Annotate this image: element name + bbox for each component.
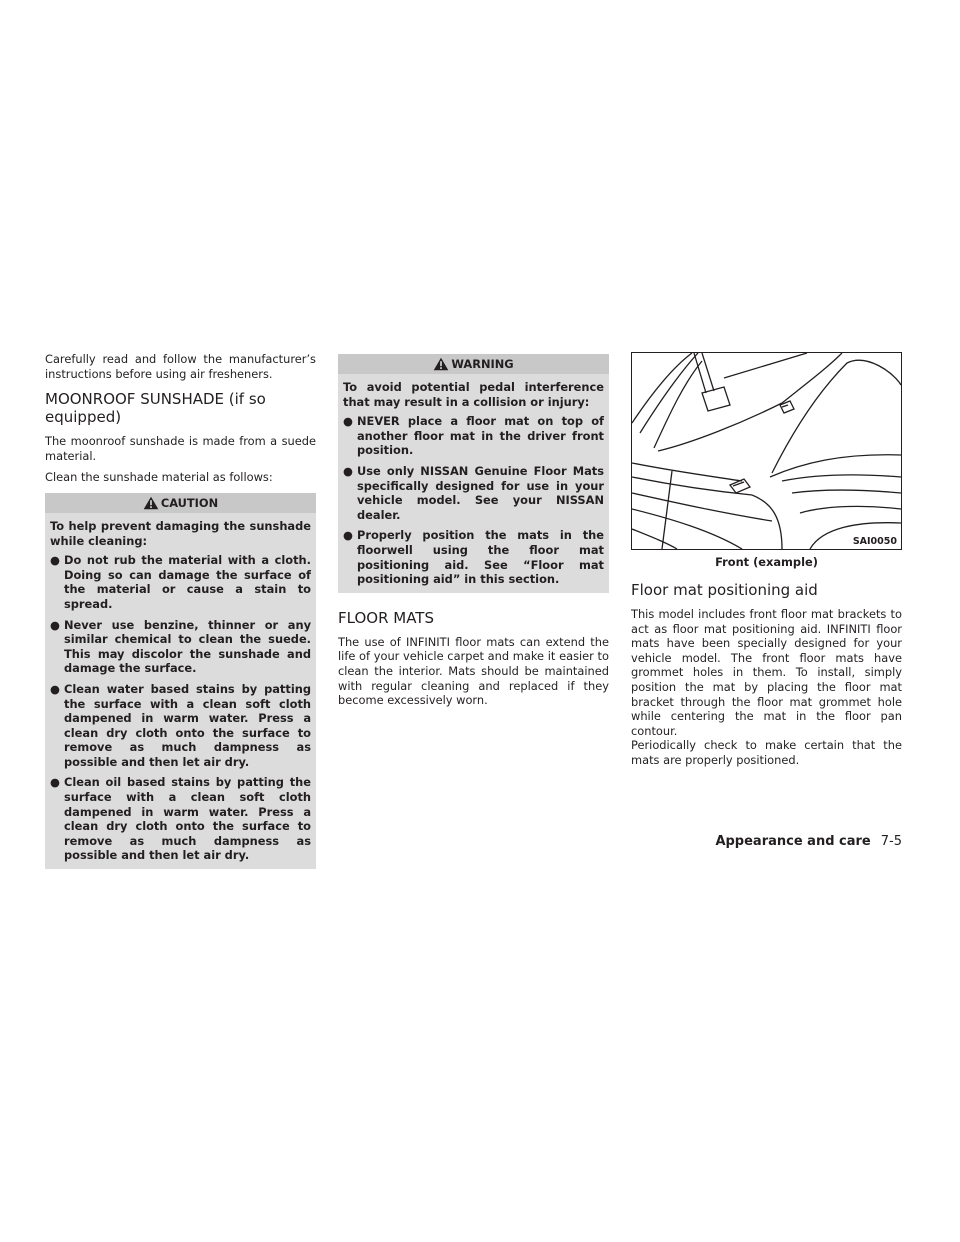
- positioning-aid-heading: Floor mat positioning aid: [631, 581, 818, 599]
- warning-title: WARNING: [451, 357, 514, 371]
- moonroof-heading: MOONROOF SUNSHADE (if so equipped): [45, 390, 266, 426]
- page-footer: [0, 834, 902, 849]
- list-item: ● Do not rub the material with a cloth. Doing so can damage the surface of the material or cause a stain to spread.: [50, 553, 311, 611]
- floor-mat-illustration: [631, 352, 902, 550]
- moonroof-paragraph-2: Clean the sunshade material as follows:: [45, 470, 273, 485]
- caution-box: [45, 493, 316, 869]
- caution-title: CAUTION: [160, 495, 219, 510]
- bullet-icon: ●: [50, 775, 60, 790]
- column-middle: [338, 352, 609, 715]
- warning-lead: To avoid potential pedal interference that may result in a collision or injury:: [343, 380, 604, 409]
- warning-box: [338, 354, 609, 593]
- figure-caption: Front (example): [715, 555, 818, 569]
- list-item: ● Never use benzine, thinner or any similar chemical to clean the suede. This may discolor the sunshade and damage the surface.: [50, 617, 311, 676]
- list-item: ● Clean oil based stains by patting the surface with a clean soft cloth dampened in warm water. Press a clean dry cloth onto the surface to remove as much dampness as possible and then let air dry.: [50, 775, 311, 863]
- page-number: 7-5: [880, 834, 902, 849]
- floor-mat-drawing: [632, 353, 901, 549]
- bullet-icon: ●: [50, 681, 60, 696]
- positioning-aid-paragraph-1: This model includes front floor mat brackets to act as floor mat positioning aid. INFINITI floor mats have been specially designed for your vehicle model. The front floor mats have grommet holes in them. To install, simply position the mat by placing the floor mat bracket through the floor mat grommet hole while centering the mat in the floor pan contour.: [631, 607, 902, 738]
- bullet-icon: ●: [343, 463, 353, 478]
- intro-paragraph: Carefully read and follow the manufacturer’s instructions before using air fresheners.: [45, 352, 316, 381]
- figure-id: SAI0050: [852, 536, 897, 547]
- caution-list: [50, 553, 311, 863]
- list-item: ● Clean water based stains by patting the surface with a clean soft cloth dampened in warm water. Press a clean dry cloth onto the surface to remove as much dampness as possible and then let air dry.: [50, 681, 311, 769]
- moonroof-paragraph-1: The moonroof sunshade is made from a suede material.: [45, 434, 316, 463]
- bullet-icon: ●: [50, 617, 60, 632]
- column-left: [45, 352, 316, 869]
- caution-header: [45, 493, 316, 513]
- list-item: ● Use only NISSAN Genuine Floor Mats specifically designed for use in your vehicle model. See your NISSAN dealer.: [343, 463, 604, 522]
- bullet-icon: ●: [50, 553, 60, 568]
- bullet-icon: ●: [343, 528, 353, 543]
- warning-triangle-icon: [433, 357, 449, 371]
- floor-mats-paragraph: The use of INFINITI floor mats can extend the life of your vehicle carpet and make it easier to clean the interior. Mats should be maintained with regular cleaning and replaced if they become excessively worn.: [338, 634, 609, 708]
- warning-list: [343, 414, 604, 587]
- bullet-icon: ●: [343, 414, 353, 429]
- floor-mats-heading: FLOOR MATS: [338, 608, 434, 627]
- section-name: Appearance and care: [715, 834, 871, 849]
- warning-triangle-icon: [143, 496, 159, 510]
- caution-lead: To help prevent damaging the sunshade while cleaning:: [50, 518, 311, 548]
- positioning-aid-paragraph-2: Periodically check to make certain that the mats are properly positioned.: [631, 738, 902, 767]
- list-item: ● NEVER place a floor mat on top of another floor mat in the driver front position.: [343, 414, 604, 458]
- warning-header: [338, 354, 609, 374]
- column-right: [631, 352, 902, 775]
- list-item: ● Properly position the mats in the floorwell using the floor mat positioning aid. See “Floor mat positioning aid” in this section.: [343, 528, 604, 587]
